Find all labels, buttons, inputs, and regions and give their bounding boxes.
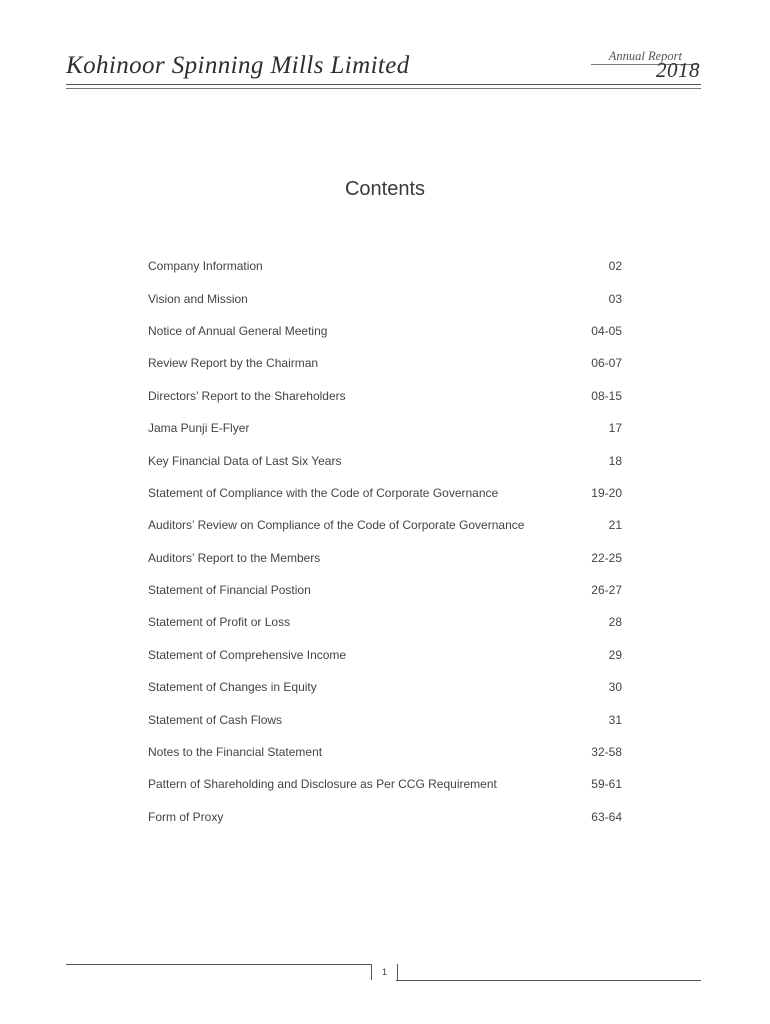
header-rule	[66, 84, 701, 85]
toc-entry-title: Statement of Comprehensive Income	[148, 647, 347, 662]
toc-entry[interactable]	[148, 671, 622, 703]
toc-entry-page: 06-07	[591, 356, 622, 371]
toc-entry[interactable]	[148, 542, 622, 574]
toc-entry-title: Statement of Compliance with the Code of Corporate Governance	[148, 485, 499, 500]
toc-entry-title: Directors’ Report to the Shareholders	[148, 388, 346, 403]
report-label: Annual Report	[608, 49, 682, 63]
toc-entry-title: Review Report by the Chairman	[148, 356, 319, 371]
toc-entry-page: 08-15	[591, 388, 622, 403]
toc-entry-title: Vision and Mission	[148, 291, 248, 306]
toc-entry-title: Auditors’ Report to the Members	[148, 550, 321, 565]
toc-entry-page: 22-25	[591, 550, 622, 565]
toc-entry-page: 29	[608, 647, 622, 662]
toc-entry[interactable]	[148, 801, 622, 833]
toc-entry-title: Statement of Profit or Loss	[148, 615, 291, 630]
toc-entry[interactable]	[148, 477, 622, 509]
toc-entry-title: Jama Punji E-Flyer	[148, 421, 250, 436]
toc-entry-page: 32-58	[591, 745, 622, 760]
toc-entry[interactable]	[148, 444, 622, 476]
toc-entry-page: 26-27	[591, 583, 622, 598]
header-rule-thin	[66, 88, 701, 89]
report-year: 2018	[656, 58, 700, 82]
toc-entry-page: 59-61	[591, 777, 622, 792]
toc-entry[interactable]	[148, 282, 622, 314]
toc-entry-page: 03	[608, 291, 622, 306]
toc-entry-title: Key Financial Data of Last Six Years	[148, 453, 342, 468]
contents-title: Contents	[344, 178, 426, 200]
toc-entry-page: 30	[608, 680, 622, 695]
toc-entry-page: 17	[608, 421, 622, 436]
toc-entry-title: Statement of Changes in Equity	[148, 680, 317, 695]
company-name: Kohinoor Spinning Mills Limited	[66, 52, 410, 79]
toc-entry-title: Auditors’ Review on Compliance of the Code of Corporate Governance	[148, 518, 525, 533]
toc-entry-title: Company Information	[148, 259, 263, 274]
table-of-contents	[148, 250, 622, 833]
footer-rule-left	[66, 964, 371, 965]
toc-entry-page: 28	[608, 615, 622, 630]
toc-entry[interactable]	[148, 250, 622, 282]
toc-entry-page: 02	[608, 259, 622, 274]
toc-entry[interactable]	[148, 639, 622, 671]
toc-entry-page: 19-20	[591, 485, 622, 500]
toc-entry-page: 18	[608, 453, 622, 468]
toc-entry[interactable]	[148, 736, 622, 768]
toc-entry-page: 21	[608, 518, 622, 533]
toc-entry[interactable]	[148, 315, 622, 347]
footer-rule-right	[396, 980, 701, 981]
toc-entry[interactable]	[148, 412, 622, 444]
toc-entry-title: Statement of Cash Flows	[148, 712, 283, 727]
page-number: 1	[371, 964, 398, 980]
toc-entry-page: 63-64	[591, 809, 622, 824]
toc-entry-title: Statement of Financial Postion	[148, 583, 311, 598]
toc-entry-title: Notes to the Financial Statement	[148, 745, 323, 760]
toc-entry[interactable]	[148, 606, 622, 638]
toc-entry[interactable]	[148, 347, 622, 379]
toc-entry-title: Form of Proxy	[148, 809, 224, 824]
toc-entry[interactable]	[148, 509, 622, 541]
toc-entry[interactable]	[148, 703, 622, 735]
toc-entry[interactable]	[148, 768, 622, 800]
toc-entry-page: 31	[608, 712, 622, 727]
toc-entry[interactable]	[148, 574, 622, 606]
toc-entry-title: Pattern of Shareholding and Disclosure as Per CCG Requirement	[148, 777, 497, 792]
toc-entry[interactable]	[148, 380, 622, 412]
toc-entry-page: 04-05	[591, 323, 622, 338]
toc-entry-title: Notice of Annual General Meeting	[148, 323, 328, 338]
